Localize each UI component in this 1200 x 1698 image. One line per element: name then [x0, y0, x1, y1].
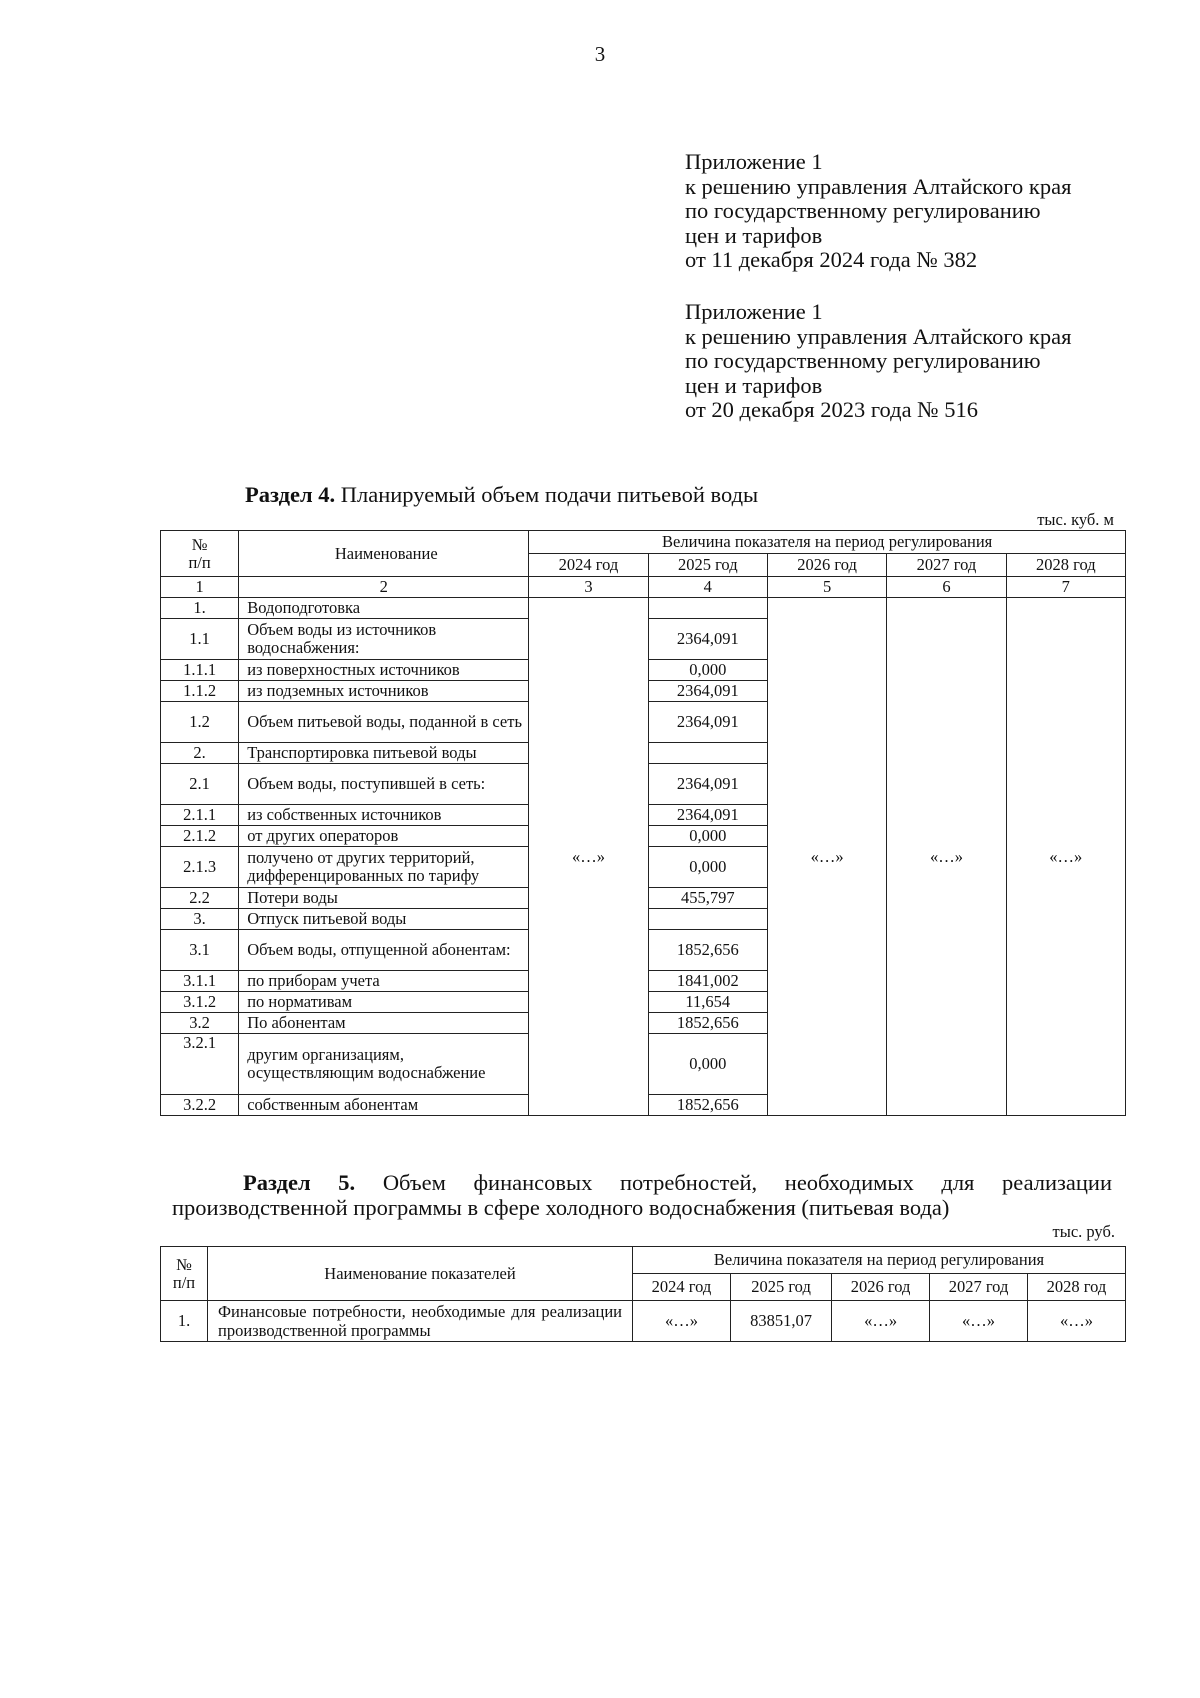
- header-year: 2027 год: [887, 554, 1006, 577]
- section5-title-line2: производственной программы в сфере холодного водоснабжения (питьевая вода): [172, 1195, 950, 1220]
- row-no: 3.2: [161, 1013, 239, 1034]
- row-name: Объем питьевой воды, поданной в сеть: [239, 702, 529, 743]
- header-no: № п/п: [161, 531, 239, 577]
- col-number: 2: [239, 577, 529, 598]
- header-year: 2024 год: [633, 1274, 731, 1301]
- value-2025: 0,000: [648, 826, 767, 847]
- header-name: Наименование показателей: [208, 1247, 633, 1301]
- appendix-line: Приложение 1: [685, 149, 823, 174]
- value-2025: 2364,091: [648, 702, 767, 743]
- row-name: Отпуск питьевой воды: [239, 909, 529, 930]
- appendix-line: к решению управления Алтайского края: [685, 173, 1072, 199]
- row-no: 2.1: [161, 764, 239, 805]
- table-row: [161, 598, 1126, 619]
- header-period: Величина показателя на период регулирования: [633, 1247, 1126, 1274]
- page-number: 3: [594, 42, 606, 66]
- appendix-line: цен и тарифов: [685, 372, 823, 398]
- header-year: 2026 год: [832, 1274, 930, 1301]
- section4-title: [245, 482, 758, 507]
- section5-title: [172, 1170, 1112, 1220]
- row-name: Объем воды из источников водоснабжения:: [239, 619, 529, 660]
- appendix-line: к решению управления Алтайского края: [685, 323, 1072, 349]
- row-name: Водоподготовка: [239, 598, 529, 619]
- header-year: 2025 год: [648, 554, 767, 577]
- col-number: 3: [529, 577, 648, 598]
- appendix-line: от 11 декабря 2024 года № 382: [685, 247, 978, 272]
- row-no: 3.1.1: [161, 971, 239, 992]
- row-name: другим организациям, осуществляющим водоснабжение: [239, 1034, 529, 1095]
- row-name: Транспортировка питьевой воды: [239, 743, 529, 764]
- section4-title-text: Планируемый объем подачи питьевой воды: [340, 482, 759, 507]
- row-no: 3.2.2: [161, 1095, 239, 1116]
- row-no: 2.2: [161, 888, 239, 909]
- value-2025: 1841,002: [648, 971, 767, 992]
- value-2028: «…»: [1027, 1301, 1125, 1342]
- header-year: 2028 год: [1006, 554, 1125, 577]
- row-name: Финансовые потребности, необходимые для реализации производственной программы: [208, 1301, 633, 1342]
- row-no: 3.1: [161, 930, 239, 971]
- row-name: по приборам учета: [239, 971, 529, 992]
- row-no: 2.1.2: [161, 826, 239, 847]
- header-year: 2024 год: [529, 554, 648, 577]
- appendix-line: Приложение 1: [685, 299, 823, 324]
- value-2026: «…»: [832, 1301, 930, 1342]
- row-no: 1.1.1: [161, 660, 239, 681]
- header-year: 2025 год: [730, 1274, 831, 1301]
- header-no: № п/п: [161, 1247, 208, 1301]
- row-no: 1.1: [161, 619, 239, 660]
- value-2025: 1852,656: [648, 1095, 767, 1116]
- value-2028: «…»: [1006, 598, 1125, 1116]
- row-name: Потери воды: [239, 888, 529, 909]
- value-2025: 455,797: [648, 888, 767, 909]
- row-no: 3.: [161, 909, 239, 930]
- value-2025: 2364,091: [648, 681, 767, 702]
- value-2026: «…»: [767, 598, 886, 1116]
- section4-table: [160, 530, 1126, 1116]
- row-no: 1.: [161, 598, 239, 619]
- appendix-current: [685, 150, 1165, 273]
- section4-unit: тыс. куб. м: [1037, 510, 1114, 529]
- row-no: 2.1.1: [161, 805, 239, 826]
- row-name: из подземных источников: [239, 681, 529, 702]
- value-2025: [648, 743, 767, 764]
- row-name: по нормативам: [239, 992, 529, 1013]
- value-2025: 11,654: [648, 992, 767, 1013]
- header-year: 2028 год: [1027, 1274, 1125, 1301]
- section5-title-line1: Объем финансовых потребностей, необходимых для реализации: [382, 1170, 1113, 1195]
- row-name: Объем воды, отпущенной абонентам:: [239, 930, 529, 971]
- section5-table: [160, 1246, 1126, 1342]
- col-number: 6: [887, 577, 1006, 598]
- header-year: 2027 год: [930, 1274, 1028, 1301]
- value-2025: [648, 598, 767, 619]
- section5-title-bold: Раздел 5.: [243, 1170, 356, 1195]
- col-number: 5: [767, 577, 886, 598]
- row-name: По абонентам: [239, 1013, 529, 1034]
- row-name: от других операторов: [239, 826, 529, 847]
- col-number: 7: [1006, 577, 1125, 598]
- value-2025: 2364,091: [648, 619, 767, 660]
- value-2025: 2364,091: [648, 764, 767, 805]
- table-row: [161, 1301, 1126, 1342]
- value-2025: 1852,656: [648, 930, 767, 971]
- appendix-line: по государственному регулированию: [685, 198, 1041, 223]
- value-2025: 2364,091: [648, 805, 767, 826]
- value-2027: «…»: [930, 1301, 1028, 1342]
- row-name: получено от других территорий, дифференцированных по тарифу: [239, 847, 529, 888]
- value-2024: «…»: [529, 598, 648, 1116]
- row-no: 2.1.3: [161, 847, 239, 888]
- row-no: 3.2.1: [161, 1034, 239, 1095]
- value-2027: «…»: [887, 598, 1006, 1116]
- row-no: 1.2: [161, 702, 239, 743]
- value-2025: [648, 909, 767, 930]
- appendix-previous: [685, 300, 1165, 423]
- appendix-line: по государственному регулированию: [685, 348, 1041, 373]
- appendix-line: от 20 декабря 2023 года № 516: [685, 397, 979, 422]
- value-2025: 0,000: [648, 660, 767, 681]
- header-name: Наименование: [239, 531, 529, 577]
- col-number: 4: [648, 577, 767, 598]
- col-number: 1: [161, 577, 239, 598]
- row-name: собственным абонентам: [239, 1095, 529, 1116]
- value-2024: «…»: [633, 1301, 731, 1342]
- value-2025: 83851,07: [730, 1301, 831, 1342]
- appendix-line: цен и тарифов: [685, 222, 823, 248]
- value-2025: 1852,656: [648, 1013, 767, 1034]
- header-year: 2026 год: [767, 554, 886, 577]
- row-no: 1.: [161, 1301, 208, 1342]
- value-2025: 0,000: [648, 1034, 767, 1095]
- row-no: 2.: [161, 743, 239, 764]
- header-period: Величина показателя на период регулирования: [529, 531, 1126, 554]
- row-name: из собственных источников: [239, 805, 529, 826]
- row-name: Объем воды, поступившей в сеть:: [239, 764, 529, 805]
- row-no: 3.1.2: [161, 992, 239, 1013]
- section4-title-bold: Раздел 4.: [245, 482, 336, 507]
- section5-unit: тыс. руб.: [1052, 1222, 1115, 1241]
- row-name: из поверхностных источников: [239, 660, 529, 681]
- value-2025: 0,000: [648, 847, 767, 888]
- row-no: 1.1.2: [161, 681, 239, 702]
